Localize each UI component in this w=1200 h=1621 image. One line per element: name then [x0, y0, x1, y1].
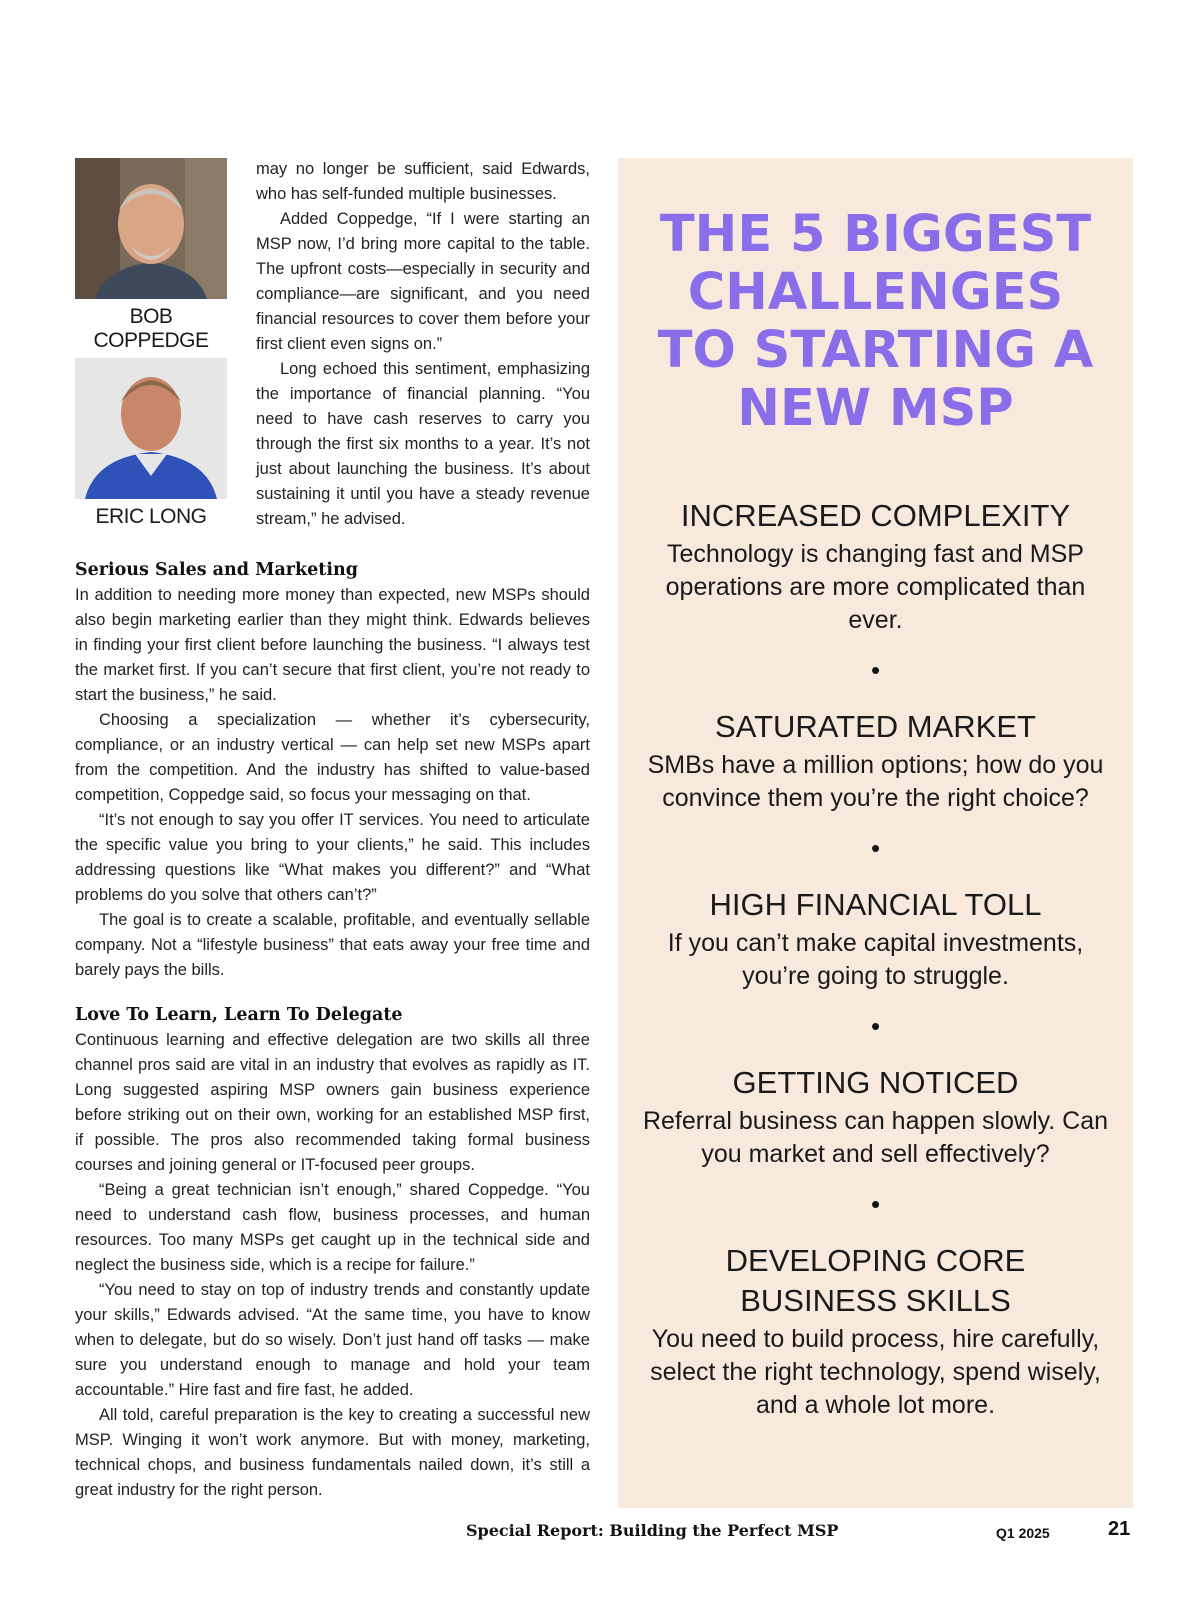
challenge-description: SMBs have a million options; how do you convince them you’re the right choice?	[647, 751, 1104, 812]
bob-coppedge-photo	[75, 158, 227, 299]
section-heading: Love To Learn, Learn To Delegate	[75, 1005, 403, 1025]
challenges-sidebar	[618, 158, 1133, 1508]
bullet-separator: •	[870, 1189, 881, 1219]
challenge-description: Technology is changing fast and MSP operations are more complicated than ever.	[665, 540, 1086, 634]
sidebar-title-line: TO STARTING A	[657, 321, 1094, 380]
bullet-separator: •	[870, 1011, 881, 1041]
article-main-column	[75, 558, 590, 1503]
challenge-title: SATURATED MARKET	[715, 709, 1036, 744]
challenge-description: If you can’t make capital investments, you’re going to struggle.	[667, 929, 1084, 990]
article-paragraph: Added Coppedge, “If I were starting an MSP now, I’d bring more capital to the table. The upfront costs—especially in security and compliance—are significant, and you need financial resources to cover them before your first client even signs on.”	[256, 210, 590, 353]
eric-long-photo	[75, 358, 227, 499]
challenge-description: You need to build process, hire carefully, select the right technology, spend wisely, and a whole lot more.	[650, 1325, 1101, 1419]
article-paragraph: “It’s not enough to say you offer IT services. You need to articulate the specific value you bring to your clients,” he said. This includes addressing questions like “What makes you different?” and “What problems do you solve that others can’t?”	[75, 811, 590, 904]
article-paragraph: The goal is to create a scalable, profitable, and eventually sellable company. Not a “lifestyle business” that eats away your free time and barely pays the bills.	[75, 911, 590, 979]
challenge-title: GETTING NOTICED	[732, 1065, 1019, 1100]
challenge-title: DEVELOPING CORE BUSINESS SKILLS	[725, 1243, 1026, 1318]
challenge-title: INCREASED COMPLEXITY	[680, 498, 1071, 533]
sidebar-title-line: THE 5 BIGGEST	[659, 205, 1092, 264]
article-paragraph: Continuous learning and effective delegation are two skills all three channel pros said are vital in an industry that evolves as rapidly as IT. Long suggested aspiring MSP owners gain business experience before striking out on their own, working for an established MSP first, if possible. The pros also recommended taking formal business courses and joining general or IT-focused peer groups.	[75, 1031, 590, 1174]
article-paragraph: may no longer be sufficient, said Edwards, who has self-funded multiple businesses.	[256, 160, 590, 203]
bullet-separator: •	[870, 833, 881, 863]
section-heading: Serious Sales and Marketing	[75, 560, 358, 580]
eric-long-caption: ERIC LONG	[95, 505, 207, 528]
issue-label: Q1 2025	[996, 1525, 1050, 1541]
publication-title: Special Report: Building the Perfect MSP	[466, 1521, 839, 1540]
article-paragraph: “You need to stay on top of industry trends and constantly update your skills,” Edwards advised. “At the same time, you have to know when to delegate, but do so wisely. Don’t just hand off tasks — make sure you understand enough to manage and hold your team accountable.” Hire fast and fire fast, he added.	[75, 1281, 590, 1399]
article-paragraph: “Being a great technician isn’t enough,” shared Coppedge. “You need to understand cash flow, business processes, and human resources. Too many MSPs get caught up in the technical side and neglect the business side, which is a recipe for failure.”	[75, 1181, 590, 1274]
sidebar-title-line: CHALLENGES	[687, 263, 1064, 322]
article-paragraph: All told, careful preparation is the key to creating a successful new MSP. Winging it won’t work anymore. But with money, marketing, technical chops, and business fundamentals nailed down, it’s still a great industry for the right person.	[75, 1406, 590, 1499]
article-paragraph: Long echoed this sentiment, emphasizing the importance of financial planning. “You need to have cash reserves to carry you through the first six months to a year. It’s not just about launching the business. It’s about sustaining it until you have a steady revenue stream,” he advised.	[256, 360, 590, 528]
sidebar-title	[648, 206, 1103, 438]
challenge-title: HIGH FINANCIAL TOLL	[709, 887, 1042, 922]
challenge-description: Referral business can happen slowly. Can you market and sell effectively?	[642, 1107, 1109, 1168]
bob-coppedge-caption: BOB COPPEDGE	[93, 305, 209, 352]
sidebar-title-line: NEW MSP	[737, 379, 1014, 438]
article-paragraph: In addition to needing more money than expected, new MSPs should also begin marketing earlier than they might think. Edwards believes in finding your first client before launching the business. “I always test the market first. If you can’t secure that first client, you’re not ready to start the business,” he said.	[75, 586, 590, 704]
page-number: 21	[1108, 1518, 1131, 1540]
article-top-column	[256, 157, 590, 532]
bullet-separator: •	[870, 655, 881, 685]
article-paragraph: Choosing a specialization — whether it’s cybersecurity, compliance, or an industry vertical — can help set new MSPs apart from the competition. And the industry has shifted to value-based competition, Coppedge said, so focus your messaging on that.	[75, 711, 590, 804]
